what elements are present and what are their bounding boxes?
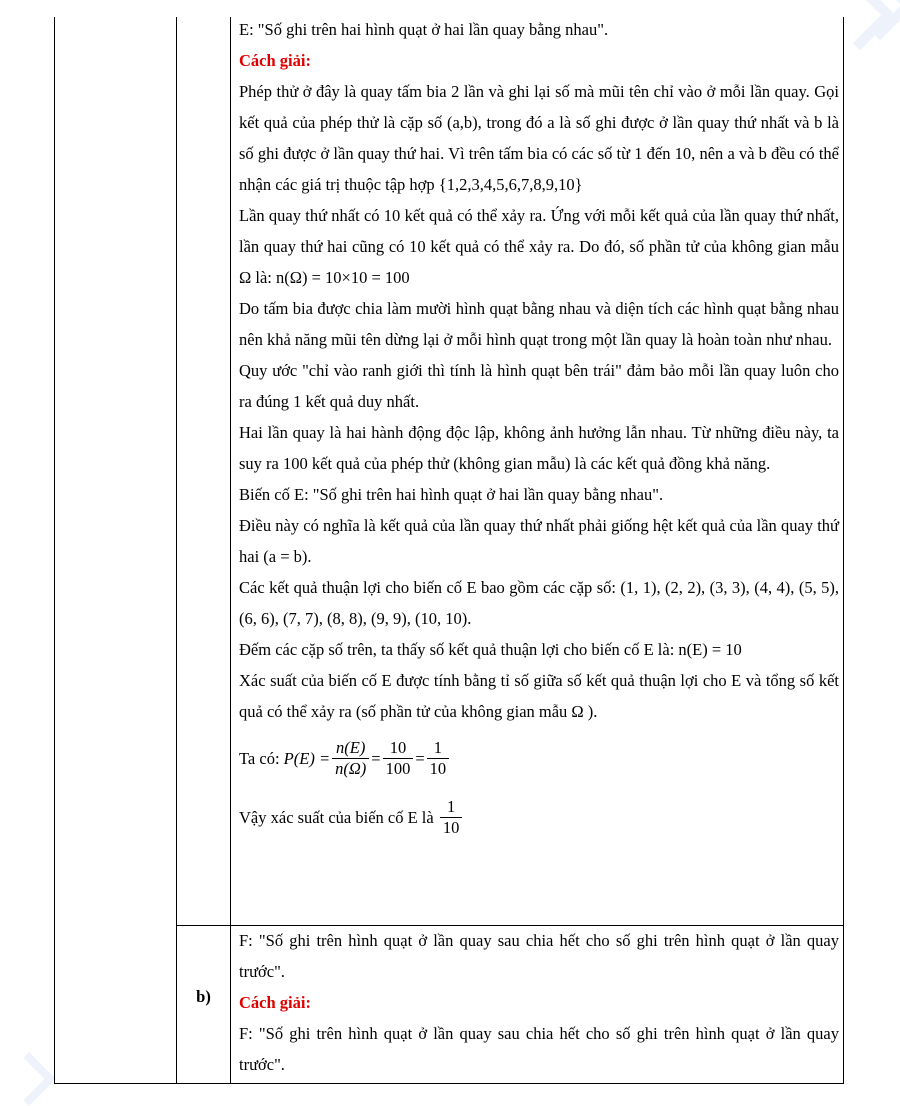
fraction xyxy=(332,738,369,779)
formula-lhs: P(E) = xyxy=(283,748,331,768)
paragraph: Biến cố E: "Số ghi trên hai hình quạt ở hai lần quay bằng nhau". xyxy=(239,485,664,504)
conclusion-text: Vậy xác suất của biến cố E là xyxy=(239,807,434,827)
paragraph: Hai lần quay là hai hành động độc lập, không ảnh hưởng lẫn nhau. Từ những điều này, ta suy ra 100 kết quả của phép thử (không gian mẫu) là các kết quả đồng khả năng. xyxy=(239,423,839,473)
numerator: n(E) xyxy=(332,738,369,759)
part-b-cell xyxy=(239,925,839,1080)
denominator: 10 xyxy=(429,758,447,778)
part-b-label: b) xyxy=(196,987,211,1006)
formula-prefix: Ta có: xyxy=(239,748,280,768)
paragraph: Đếm các cặp số trên, ta thấy số kết quả thuận lợi cho biến cố E là: n(E) = 10 xyxy=(239,640,742,659)
conclusion xyxy=(239,789,839,845)
paragraph: Xác suất của biến cố E được tính bằng tỉ số giữa số kết quả thuận lợi cho E và tổng số kết quả có thể xảy ra (số phần tử của không gian mẫu Ω ). xyxy=(239,671,839,721)
fraction xyxy=(427,738,450,779)
table-border-bottom xyxy=(54,1083,844,1084)
probability-formula: Ta có: P(E) = $\frac{n(E)}{n(\Omega)}$ = $\frac{10}{100}$ = $\frac{1}{10}$ xyxy=(239,727,839,789)
fraction xyxy=(440,797,463,838)
denominator: n(Ω) xyxy=(335,758,367,778)
event-f-restated: F: "Số ghi trên hình quạt ở lần quay sau chia hết cho số ghi trên hình quạt ở lần quay trước". xyxy=(239,1024,839,1074)
event-f-statement: F: "Số ghi trên hình quạt ở lần quay sau chia hết cho số ghi trên hình quạt ở lần quay trước". xyxy=(239,931,839,981)
denominator: 100 xyxy=(385,758,411,778)
event-e-statement: E: "Số ghi trên hai hình quạt ở hai lần quay bằng nhau". xyxy=(239,20,609,39)
part-a-cell xyxy=(239,14,839,845)
paragraph: Điều này có nghĩa là kết quả của lần quay thứ nhất phải giống hệt kết quả của lần quay thứ hai (a = b). xyxy=(239,516,839,566)
solution-heading: Cách giải: xyxy=(239,51,311,70)
paragraph: Quy ước "chỉ vào ranh giới thì tính là hình quạt bên trái" đảm bảo mỗi lần quay luôn cho ra đúng 1 kết quả duy nhất. xyxy=(239,361,839,411)
numerator: 1 xyxy=(440,797,463,818)
solution-heading: Cách giải: xyxy=(239,993,311,1012)
paragraph: Lần quay thứ nhất có 10 kết quả có thể xảy ra. Ứng với mỗi kết quả của lần quay thứ nhất, lần quay thứ hai cũng có 10 kết quả có thể xảy ra. Do đó, số phần tử của không gian mẫu Ω là: n(Ω) = 10×10 = 100 xyxy=(239,206,839,287)
numerator: 1 xyxy=(427,738,450,759)
table-border-right xyxy=(843,17,844,1084)
fraction xyxy=(383,738,414,779)
denominator: 10 xyxy=(442,817,460,837)
table-border-col1 xyxy=(176,17,177,1084)
paragraph: Các kết quả thuận lợi cho biến cố E bao gồm các cặp số: (1, 1), (2, 2), (3, 3), (4, 4), (5, 5), (6, 6), (7, 7), (8, 8), (9, 9), (10, 10). xyxy=(239,578,839,628)
table-border-left xyxy=(54,17,55,1084)
numerator: 10 xyxy=(383,738,414,759)
paragraph: Phép thử ở đây là quay tấm bia 2 lần và ghi lại số mà mũi tên chỉ vào ở mỗi lần quay. Gọi kết quả của phép thử là cặp số (a,b), trong đó a là số ghi được ở lần quay thứ nhất và b là số ghi được ở lần quay thứ hai. Vì trên tấm bia có các số từ 1 đến 10, nên a và b đều có thể nhận các giá trị thuộc tập hợp {1,2,3,4,5,6,7,8,9,10} xyxy=(239,82,839,194)
table-border-col2 xyxy=(230,17,231,1084)
paragraph: Do tấm bia được chia làm mười hình quạt bằng nhau và diện tích các hình quạt bằng nhau nên khả năng mũi tên dừng lại ở mỗi hình quạt trong một lần quay là hoàn toàn như nhau. xyxy=(239,299,839,349)
